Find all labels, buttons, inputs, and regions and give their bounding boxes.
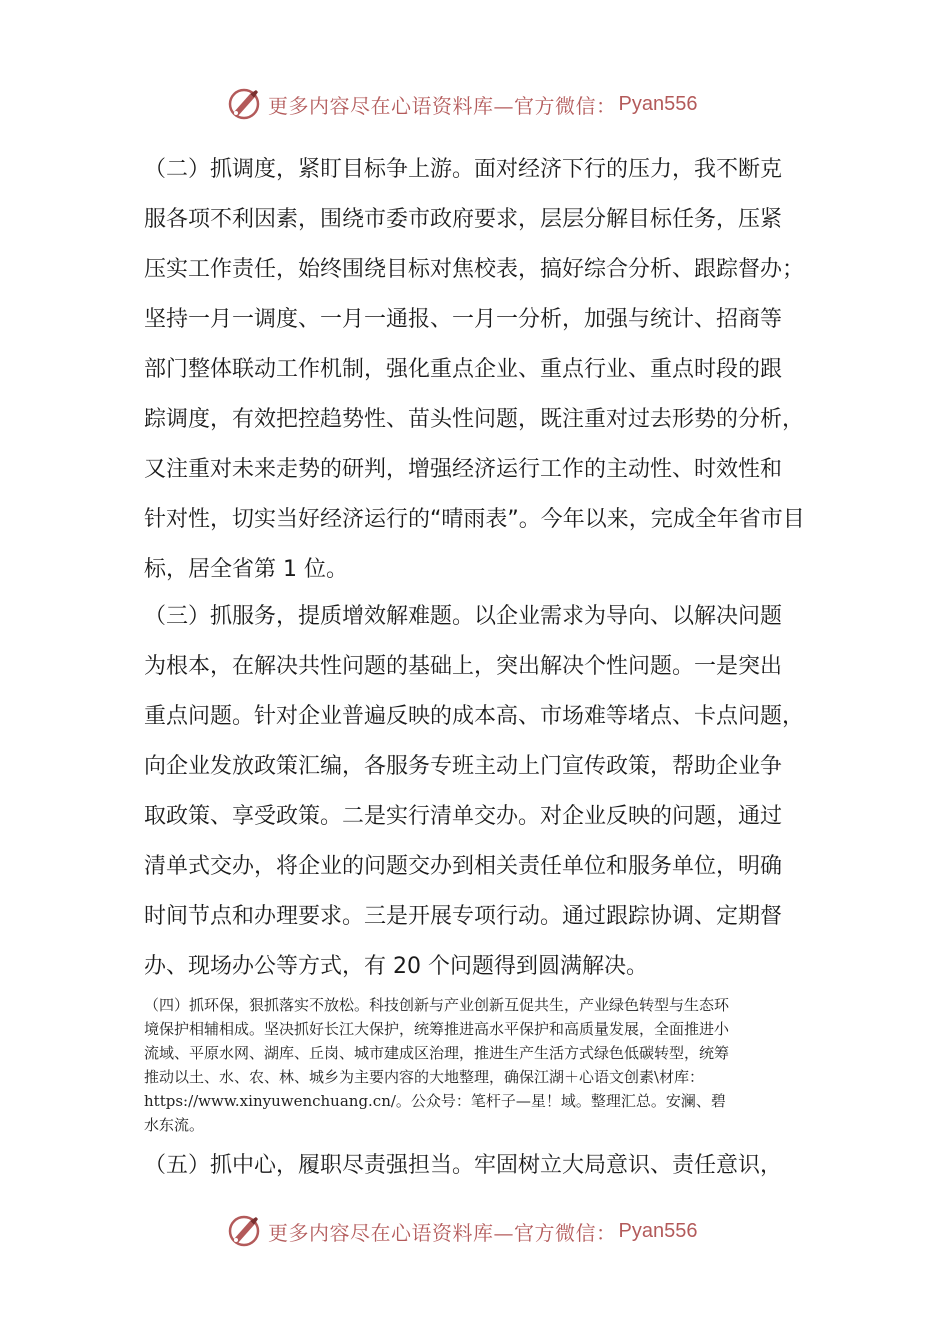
paragraph-service — [144, 592, 824, 992]
watermark-wechat-id: Pyan556 — [618, 92, 698, 115]
text-line: 为根本，在解决共性问题的基础上，突出解决个性问题。一是突出 — [144, 654, 783, 679]
text-line: 取政策、享受政策。二是实行清单交办。对企业反映的问题，通过 — [144, 804, 783, 829]
text-line: 针对性，切实当好经济运行的“晴雨表”。今年以来，完成全年省市目 — [144, 507, 805, 532]
text-line: （四）抓环保，狠抓落实不放松。科技创新与产业创新互促共生，产业绿色转型与生态环 — [144, 996, 730, 1014]
text-line: 清单式交办，将企业的问题交办到相关责任单位和服务单位，明确 — [144, 854, 783, 879]
text-line: 标，居全省第 1 位。 — [144, 557, 348, 582]
text-line: 水东流。 — [144, 1116, 205, 1134]
text-line: 流域、平原水网、湖库、丘岗、城市建成区治理，推进生产生活方式绿色低碳转型，统筹 — [144, 1044, 730, 1062]
text-line: https://www.xinyuwenchuang.cn/。公众号：笔杆子—星！域。整理汇总。安澜、碧 — [144, 1092, 726, 1110]
watermark-text: 更多内容尽在心语资料库—官方微信： — [268, 1220, 617, 1245]
text-line: 部门整体联动工作机制，强化重点企业、重点行业、重点时段的跟 — [144, 357, 783, 382]
watermark-footer — [226, 1211, 746, 1251]
watermark-text: 更多内容尽在心语资料库—官方微信： — [268, 93, 617, 118]
text-line: （二）抓调度，紧盯目标争上游。面对经济下行的压力，我不断克 — [144, 157, 783, 182]
watermark-wechat-id: Pyan556 — [618, 1219, 698, 1242]
text-line: 向企业发放政策汇编，各服务专班主动上门宣传政策，帮助企业争 — [144, 754, 783, 779]
text-line: 踪调度，有效把控趋势性、苗头性问题，既注重对过去形势的分析， — [144, 407, 805, 432]
text-line: 境保护相辅相成。坚决抓好长江大保护，统筹推进高水平保护和高质量发展，全面推进小 — [144, 1020, 730, 1038]
text-line: 推动以土、水、农、林、城乡为主要内容的大地整理，确保江湖＋心语文创素\材库： — [144, 1068, 705, 1086]
text-line: （三）抓服务，提质增效解难题。以企业需求为导向、以解决问题 — [144, 604, 783, 629]
pen-seal-logo-icon — [226, 86, 262, 122]
pen-seal-logo-icon — [226, 1213, 262, 1249]
text-line: （五）抓中心，履职尽责强担当。牢固树立大局意识、责任意识， — [144, 1153, 783, 1178]
text-line: 重点问题。针对企业普遍反映的成本高、市场难等堵点、卡点问题， — [144, 704, 805, 729]
text-line: 又注重对未来走势的研判，增强经济运行工作的主动性、时效性和 — [144, 457, 783, 482]
text-line: 服各项不利因素，围绕市委市政府要求，层层分解目标任务，压紧 — [144, 207, 783, 232]
text-line: 坚持一月一调度、一月一通报、一月一分析，加强与统计、招商等 — [144, 307, 783, 332]
paragraph-center — [144, 1141, 824, 1191]
watermark-header — [226, 84, 746, 124]
paragraph-environment — [144, 993, 814, 1137]
text-line: 办、现场办公等方式，有 20 个问题得到圆满解决。 — [144, 954, 648, 979]
text-line: 时间节点和办理要求。三是开展专项行动。通过跟踪协调、定期督 — [144, 904, 783, 929]
text-line: 压实工作责任，始终围绕目标对焦校表，搞好综合分析、跟踪督办； — [144, 257, 805, 282]
paragraph-dispatch — [144, 145, 824, 595]
